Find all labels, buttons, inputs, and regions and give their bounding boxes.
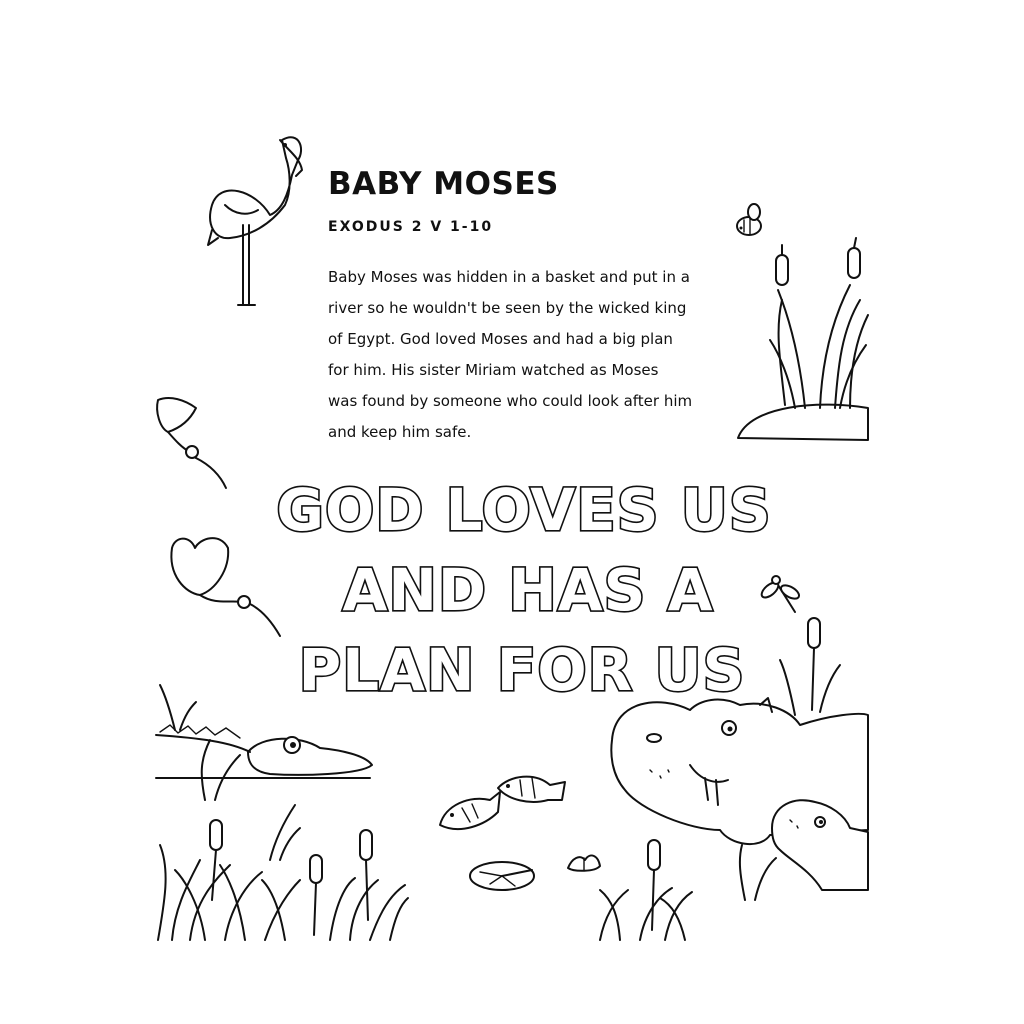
story-line: for him. His sister Miriam watched as Moses [328,361,659,379]
story-line: river so he wouldn't be seen by the wicked king [328,299,687,317]
story-line: and keep him safe. [328,423,472,441]
story-line: was found by someone who could look after him [328,392,693,410]
story-line: Baby Moses was hidden in a basket and put in a [328,268,690,286]
story-line: of Egypt. God loved Moses and had a big plan [328,330,673,348]
message-line: PLAN FOR US [298,636,746,704]
scripture-reference: EXODUS 2 V 1-10 [328,219,494,235]
page-title: BABY MOSES [328,166,559,202]
message-line: AND HAS A [342,556,714,624]
message-line: GOD LOVES US [276,476,772,544]
